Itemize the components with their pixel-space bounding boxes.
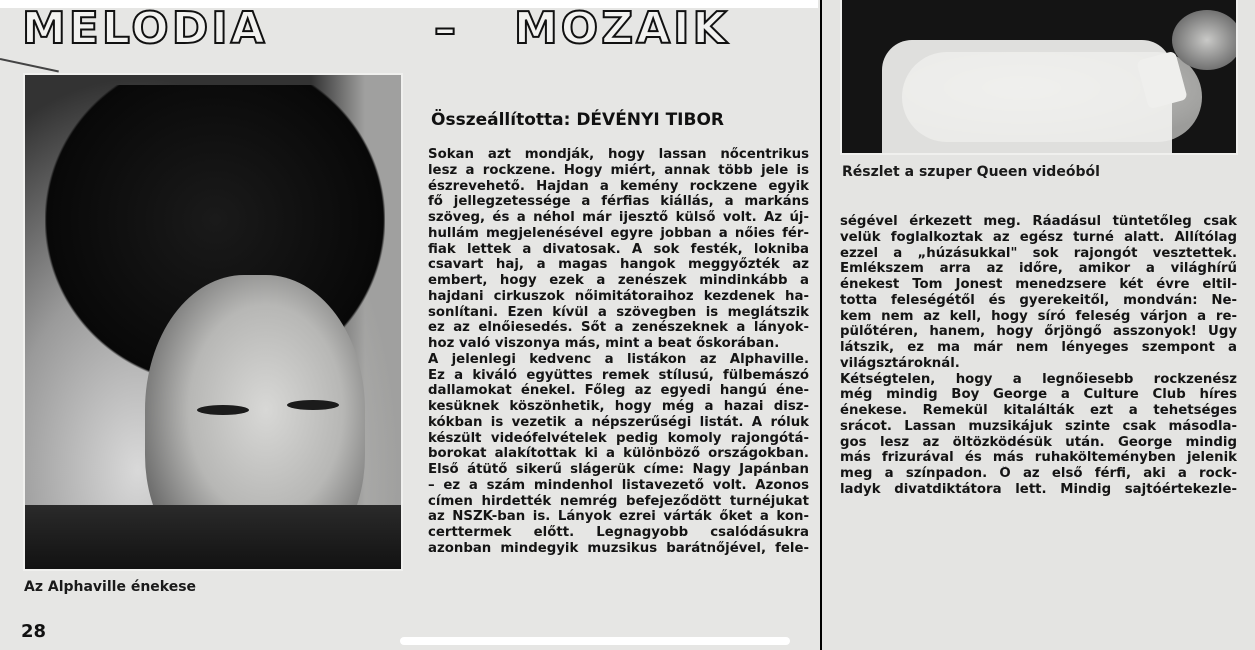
text-line: Sokan azt mondják, hogy lassan nőcentrikus	[428, 147, 809, 162]
text-line: készült videófelvételek pedig komoly rajongótá-	[428, 430, 809, 446]
text-line: kókban is vezetik a népszerűségi listát. A róluk	[428, 414, 809, 430]
right-photo-caption: Részlet a szuper Queen videóból	[842, 164, 1100, 180]
text-line: velük foglalkoztak az egész turné alatt. Állítólag	[840, 229, 1237, 245]
text-line: látszik, ez ma már nem lényeges szempont a	[840, 340, 1237, 355]
text-line: borokat alakítottak ki a különböző országokban.	[428, 446, 809, 462]
text-line: gos lesz az öltözködésük után. George mindig	[840, 434, 1237, 450]
text-line: totta feleségétől és gyerekeitől, mondván: Ne-	[840, 292, 1237, 308]
text-line: Kétségtelen, hogy a legnőiesebb rockzenész	[840, 371, 1237, 387]
top-white-bar	[0, 0, 818, 8]
text-line: srácot. Lassan muzsikájuk szinte csak másodla-	[840, 418, 1237, 434]
text-line: pülőtéren, hanem, hogy őrjöngő asszonyok! Úgy	[840, 324, 1237, 340]
text-line: még mindig Boy George a Culture Club híres	[840, 387, 1237, 403]
text-line: Ez a kiváló együttes remek stílusú, fülbemászó	[428, 367, 809, 383]
text-line: fiak lettek a divatosak. A sok festék, lokniba	[428, 241, 809, 257]
headline-melodia: MELODIA	[22, 8, 268, 50]
decorative-stroke	[0, 58, 59, 72]
photo-tank-top	[882, 40, 1172, 153]
text-line: énekese. Remekül kitalálták ezt a tehetséges	[840, 403, 1237, 418]
text-line: azonban mindegyik muzsikus barátnőjével, fele-	[428, 540, 809, 556]
alphaville-singer-photo	[23, 73, 403, 571]
text-line: csavart haj, a magas hangok meggyőzték az	[428, 257, 809, 273]
home-indicator-bar[interactable]	[400, 637, 790, 645]
text-line: kesüknek köszönhetik, hogy még a hazai disz-	[428, 399, 809, 414]
article-byline: Összeállította: DÉVÉNYI TIBOR	[431, 110, 725, 130]
text-line: ségével érkezett meg. Ráadásul tüntetőleg csak	[840, 214, 1237, 229]
text-line: más frizurával és más ruhakölteményben jelenik	[840, 450, 1237, 466]
page-headline	[22, 8, 812, 50]
text-line: ladyk divatdiktátora lett. Mindig sajtóértekezle-	[840, 481, 1237, 497]
text-line: ez az elnőiesedés. Sőt a zenészeknek a lányok-	[428, 320, 809, 336]
text-line: kem nem az kell, hogy síró feleség várjon a re-	[840, 308, 1237, 324]
text-line: embert, hogy ezek a zenészek mindinkább a	[428, 273, 809, 288]
photo-eye-left	[197, 405, 249, 415]
text-line: az NSZK-ban is. Lányok ezrei várták őket a kon-	[428, 509, 809, 525]
text-line: világsztároknál.	[840, 355, 960, 371]
text-line: ezzel a „húzásukkal" sok rajongót vesztettek.	[840, 245, 1237, 261]
queen-video-photo	[840, 0, 1238, 155]
text-line: hoz való viszonya más, mint a beat őskorában.	[428, 336, 780, 351]
text-line: énekest Tom Jonest menedzsere két évre eltil-	[840, 277, 1237, 292]
photo-shirt	[25, 505, 401, 571]
text-line: hullám megjelenésével egyre jobban a nőies fér-	[428, 225, 809, 241]
text-line: meg a színpadon. Ő az első férfi, aki a rock-	[840, 466, 1237, 481]
text-line: Emlékszem arra az időre, amikor a világhírű	[840, 261, 1237, 277]
right-text-column	[840, 214, 1237, 498]
text-line: észrevehető. Hajdan a kemény rockzene egyik	[428, 178, 809, 194]
photo-hand	[1172, 10, 1238, 70]
text-line: A jelenlegi kedvenc a listákon az Alphaville.	[428, 351, 809, 367]
headline-mozaik: MOZAIK	[514, 8, 730, 50]
left-photo-caption: Az Alphaville énekese	[24, 579, 197, 595]
text-line: dallamokat énekel. Főleg az egyedi hangú éne-	[428, 383, 809, 399]
page-number: 28	[21, 621, 47, 642]
text-line: fő jellegzetessége a férfias kiállás, a markáns	[428, 194, 809, 210]
text-line: Első átütő sikerű slágerük címe: Nagy Japánban	[428, 462, 809, 477]
text-line: szöveg, és a néhol már ijesztő külső volt. Az új-	[428, 210, 809, 225]
right-magazine-page	[822, 0, 1255, 650]
text-line: sonlítani. Ezen kívül a szövegben is meglátszik	[428, 304, 809, 320]
text-line: címen hirdették nemrég befejeződött turnéjukat	[428, 493, 809, 509]
headline-dash: –	[434, 8, 459, 50]
text-line: lesz a rockzene. Hogy miért, annak több jele is	[428, 162, 809, 178]
text-line: – ez a szám mindenhol listavezető volt. Azonos	[428, 477, 809, 493]
text-line: hajdani cirkuszok nőimitátoraihoz kezdenek ha-	[428, 288, 809, 304]
text-line: certtermek előtt. Legnagyobb csalódásukra	[428, 525, 809, 540]
middle-text-column	[428, 147, 809, 557]
photo-eye-right	[287, 400, 339, 410]
